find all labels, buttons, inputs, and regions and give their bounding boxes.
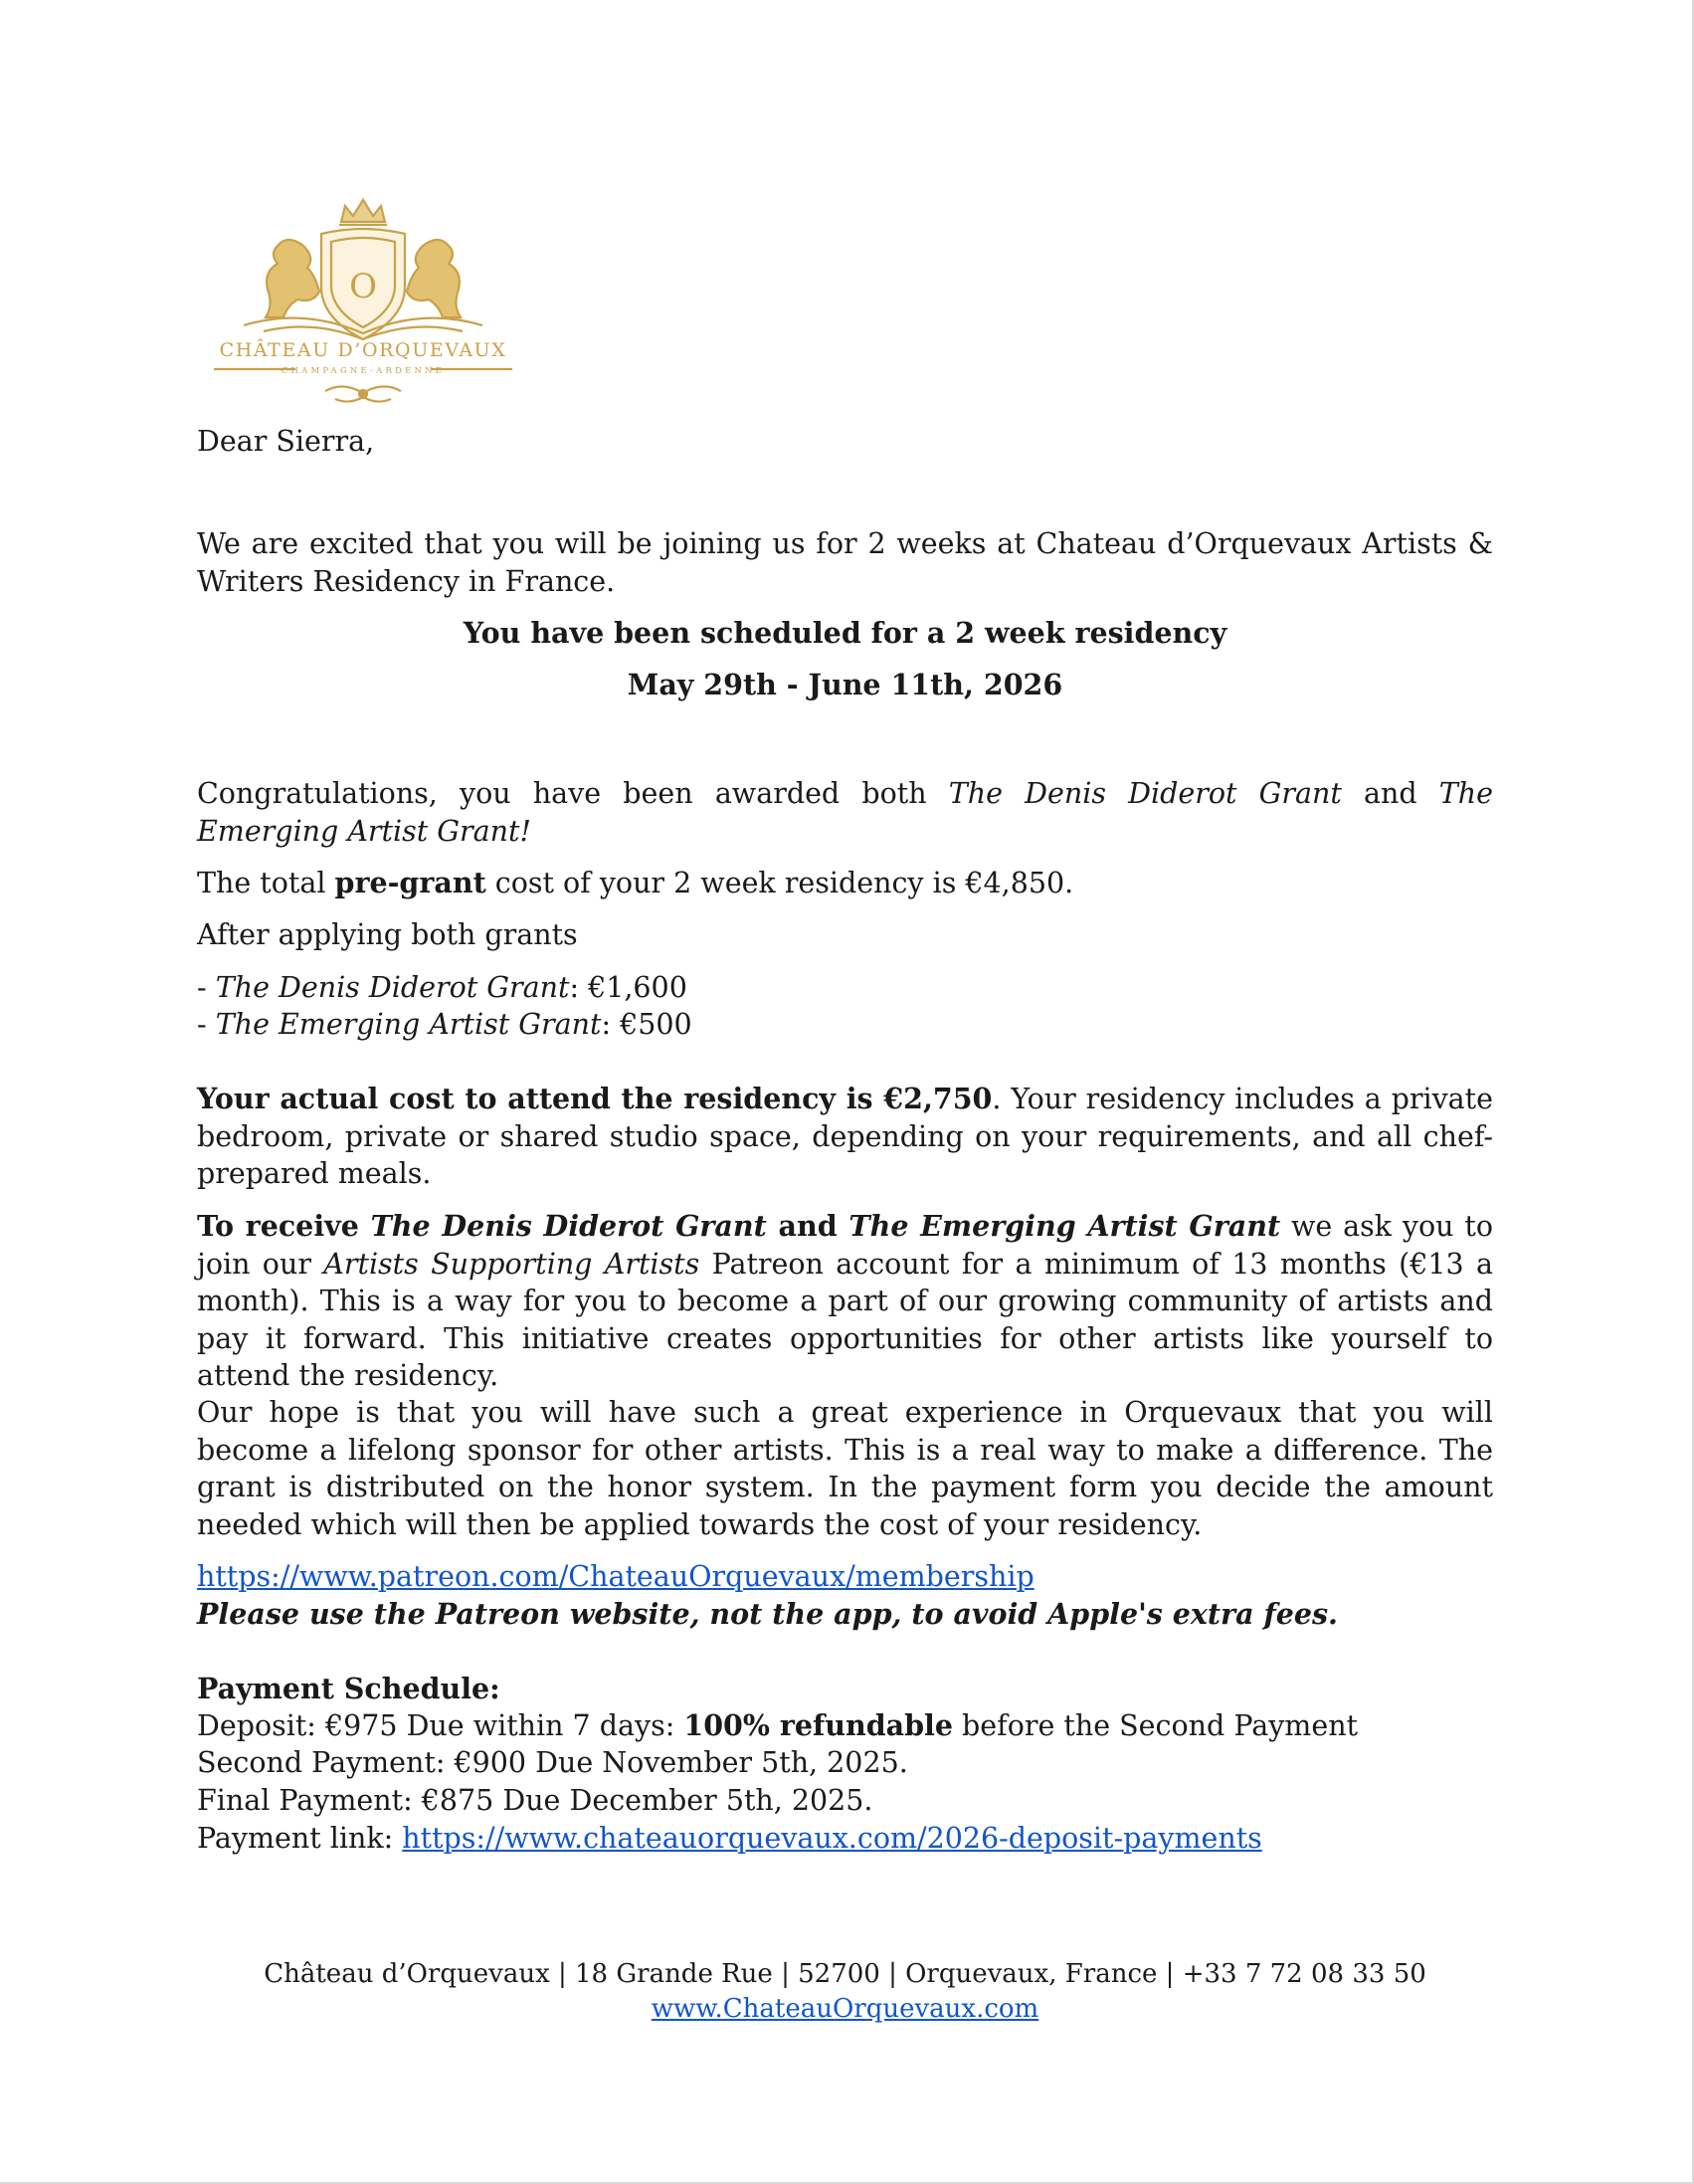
website-link[interactable]: www.ChateauOrquevaux.com (651, 1994, 1039, 2024)
intro-paragraph: We are excited that you will be joining us for 2 weeks at Chateau d’Orquevaux Artists & Writers Residency in France. (197, 527, 1493, 598)
patreon-link[interactable]: https://www.patreon.com/ChateauOrquevaux/membership (197, 1560, 1035, 1593)
final-payment-line: Final Payment: €875 Due December 5th, 2025. (197, 1784, 873, 1817)
logo-name: CHÂTEAU D’ORQUEVAUX (219, 339, 507, 361)
actual-cost-paragraph: Your actual cost to attend the residency is €2,750. Your residency includes a private bedroom, private or shared studio space, depending on your requirements, and all chef-prepared meals. (197, 1082, 1493, 1190)
patreon-note: Please use the Patreon website, not the app, to avoid Apple's extra fees. (197, 1597, 1338, 1631)
grant-name: The Denis Diderot Grant (948, 777, 1342, 810)
payment-heading: Payment Schedule: (197, 1672, 500, 1705)
grant-list-item: - The Denis Diderot Grant: €1,600 (197, 971, 687, 1004)
grant-name: The Emerging Artist Grant! (197, 777, 1493, 848)
payment-link-line: Payment link: https://www.chateauorquevaux.com/2026-deposit-payments (197, 1822, 1262, 1855)
footer (197, 1957, 1493, 2027)
chateau-logo (204, 194, 522, 411)
total-cost-line: The total pre-grant cost of your 2 week residency is €4,850. (197, 866, 1074, 899)
receive-grants-paragraph: To receive The Denis Diderot Grant and The Emerging Artist Grant we ask you to join our Artists Supporting Artists Patreon account for a minimum of 13 months (€13 a month). This is a way for you to become a part of our growing community of artists and pay it forward. This initiative creates opportunities for other artists like yourself to attend the residency. (197, 1209, 1493, 1392)
deposit-line: Deposit: €975 Due within 7 days: 100% refundable before the Second Payment (197, 1708, 1358, 1742)
logo-region: CHAMPAGNE-ARDENNE (281, 366, 446, 376)
greeting: Dear Sierra, (197, 425, 375, 458)
grant-list-item: - The Emerging Artist Grant: €500 (197, 1008, 692, 1041)
scheduled-heading: You have been scheduled for a 2 week residency (463, 616, 1227, 650)
after-grants-line: After applying both grants (197, 918, 578, 951)
logo-monogram: O (349, 267, 377, 306)
patreon-link-line (197, 1558, 1493, 1596)
payment-link[interactable]: https://www.chateauorquevaux.com/2026-deposit-payments (402, 1822, 1262, 1855)
hope-paragraph: Our hope is that you will have such a great experience in Orquevaux that you will become a lifelong sponsor for other artists. This is a real way to make a difference. The grant is distributed on the honor system. In the payment form you decide the amount needed which will then be applied towards the cost of your residency. (197, 1396, 1493, 1541)
congrats-paragraph: Congratulations, you have been awarded both The Denis Diderot Grant and The Emerging Artist Grant! (197, 777, 1493, 848)
second-payment-line: Second Payment: €900 Due November 5th, 2025. (197, 1746, 908, 1779)
footer-address: Château d’Orquevaux | 18 Grande Rue | 52700 | Orquevaux, France | +33 7 72 08 33 50 (264, 1959, 1426, 1989)
residency-dates: May 29th - June 11th, 2026 (627, 668, 1063, 701)
